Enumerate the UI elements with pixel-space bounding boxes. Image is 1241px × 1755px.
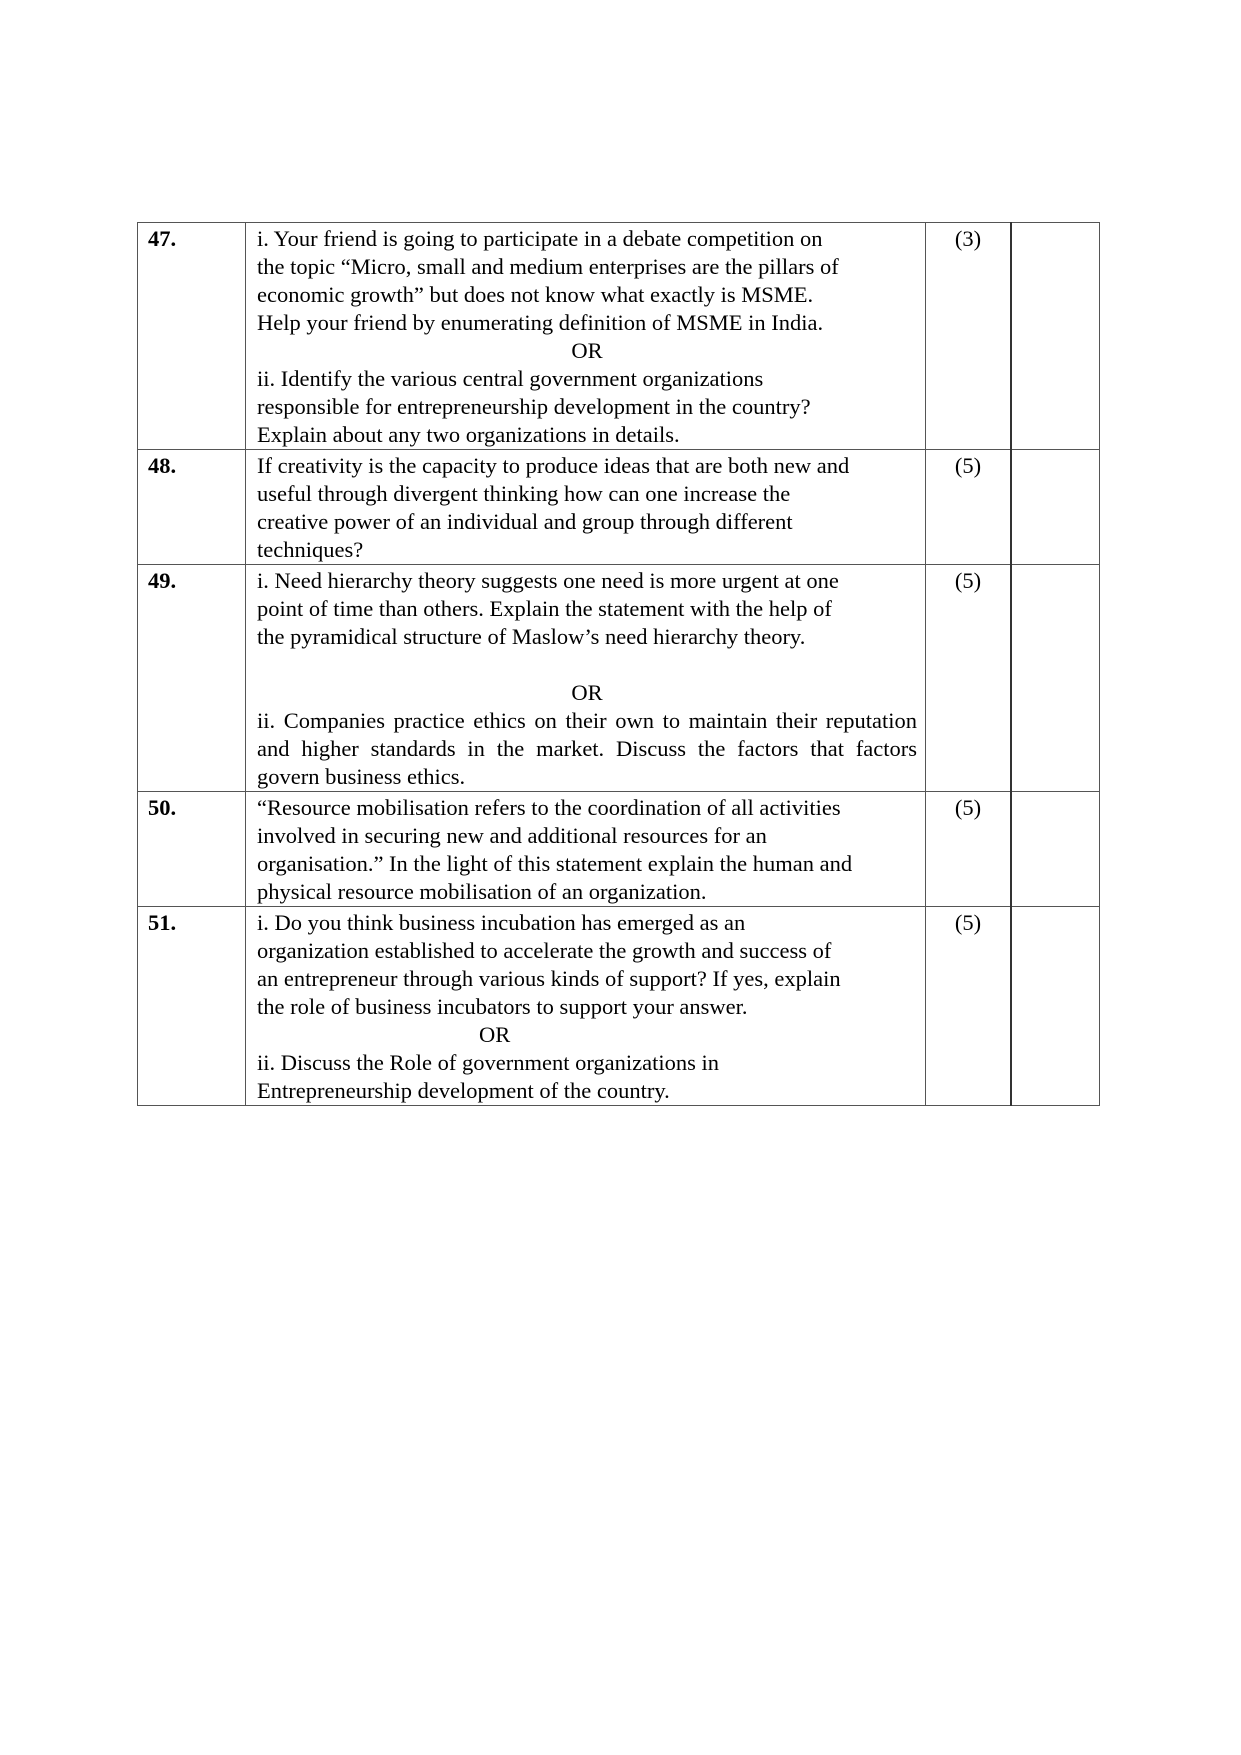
spacer bbox=[257, 651, 917, 679]
question-line: If creativity is the capacity to produce ideas that are both new and bbox=[257, 453, 850, 478]
question-line: Entrepreneurship development of the country. bbox=[257, 1078, 670, 1103]
blank-cell bbox=[1011, 223, 1100, 450]
blank-cell bbox=[1011, 450, 1100, 565]
question-line: organization established to accelerate the growth and success of bbox=[257, 938, 832, 963]
blank-cell bbox=[1011, 792, 1100, 907]
question-line: creative power of an individual and group through different bbox=[257, 509, 793, 534]
question-line: techniques? bbox=[257, 537, 364, 562]
question-line: physical resource mobilisation of an organization. bbox=[257, 879, 707, 904]
question-marks: (3) bbox=[926, 223, 1012, 450]
question-marks: (5) bbox=[926, 450, 1012, 565]
question-row-50 bbox=[138, 792, 1100, 907]
or-separator: OR bbox=[571, 338, 603, 363]
question-line: i. Do you think business incubation has emerged as an bbox=[257, 910, 746, 935]
question-row-49 bbox=[138, 565, 1100, 792]
question-text bbox=[246, 907, 926, 1106]
question-text bbox=[246, 223, 926, 450]
question-line: the role of business incubators to support your answer. bbox=[257, 994, 748, 1019]
question-line: economic growth” but does not know what exactly is MSME. bbox=[257, 282, 814, 307]
question-line: an entrepreneur through various kinds of support? If yes, explain bbox=[257, 966, 841, 991]
question-text bbox=[246, 565, 926, 792]
blank-cell bbox=[1011, 907, 1100, 1106]
question-line: ii. Identify the various central government organizations bbox=[257, 366, 764, 391]
question-row-48 bbox=[138, 450, 1100, 565]
question-number: 48. bbox=[138, 450, 246, 565]
question-number: 51. bbox=[138, 907, 246, 1106]
blank-cell bbox=[1011, 565, 1100, 792]
question-line: i. Your friend is going to participate in a debate competition on bbox=[257, 226, 823, 251]
questions-table bbox=[137, 222, 1100, 1106]
question-line: “Resource mobilisation refers to the coordination of all activities bbox=[257, 795, 841, 820]
question-marks: (5) bbox=[926, 907, 1012, 1106]
question-line: involved in securing new and additional resources for an bbox=[257, 823, 767, 848]
question-line: ii. Discuss the Role of government organizations in bbox=[257, 1050, 720, 1075]
question-line: the pyramidical structure of Maslow’s need hierarchy theory. bbox=[257, 624, 806, 649]
question-line: point of time than others. Explain the statement with the help of bbox=[257, 596, 832, 621]
question-paragraph: ii. Companies practice ethics on their own to maintain their reputation and higher standards in the market. Discuss the factors that factors govern business ethics. bbox=[257, 708, 917, 789]
question-number: 47. bbox=[138, 223, 246, 450]
question-text bbox=[246, 450, 926, 565]
question-line: useful through divergent thinking how can one increase the bbox=[257, 481, 791, 506]
question-marks: (5) bbox=[926, 792, 1012, 907]
question-line: Explain about any two organizations in details. bbox=[257, 422, 680, 447]
question-line: Help your friend by enumerating definition of MSME in India. bbox=[257, 310, 824, 335]
question-line: organisation.” In the light of this statement explain the human and bbox=[257, 851, 853, 876]
question-text bbox=[246, 792, 926, 907]
question-line: i. Need hierarchy theory suggests one need is more urgent at one bbox=[257, 568, 839, 593]
or-separator: OR bbox=[479, 1022, 511, 1047]
question-line: responsible for entrepreneurship development in the country? bbox=[257, 394, 811, 419]
question-number: 49. bbox=[138, 565, 246, 792]
question-row-51 bbox=[138, 907, 1100, 1106]
question-number: 50. bbox=[138, 792, 246, 907]
question-line: the topic “Micro, small and medium enterprises are the pillars of bbox=[257, 254, 839, 279]
or-separator: OR bbox=[571, 680, 603, 705]
question-row-47 bbox=[138, 223, 1100, 450]
question-marks: (5) bbox=[926, 565, 1012, 792]
